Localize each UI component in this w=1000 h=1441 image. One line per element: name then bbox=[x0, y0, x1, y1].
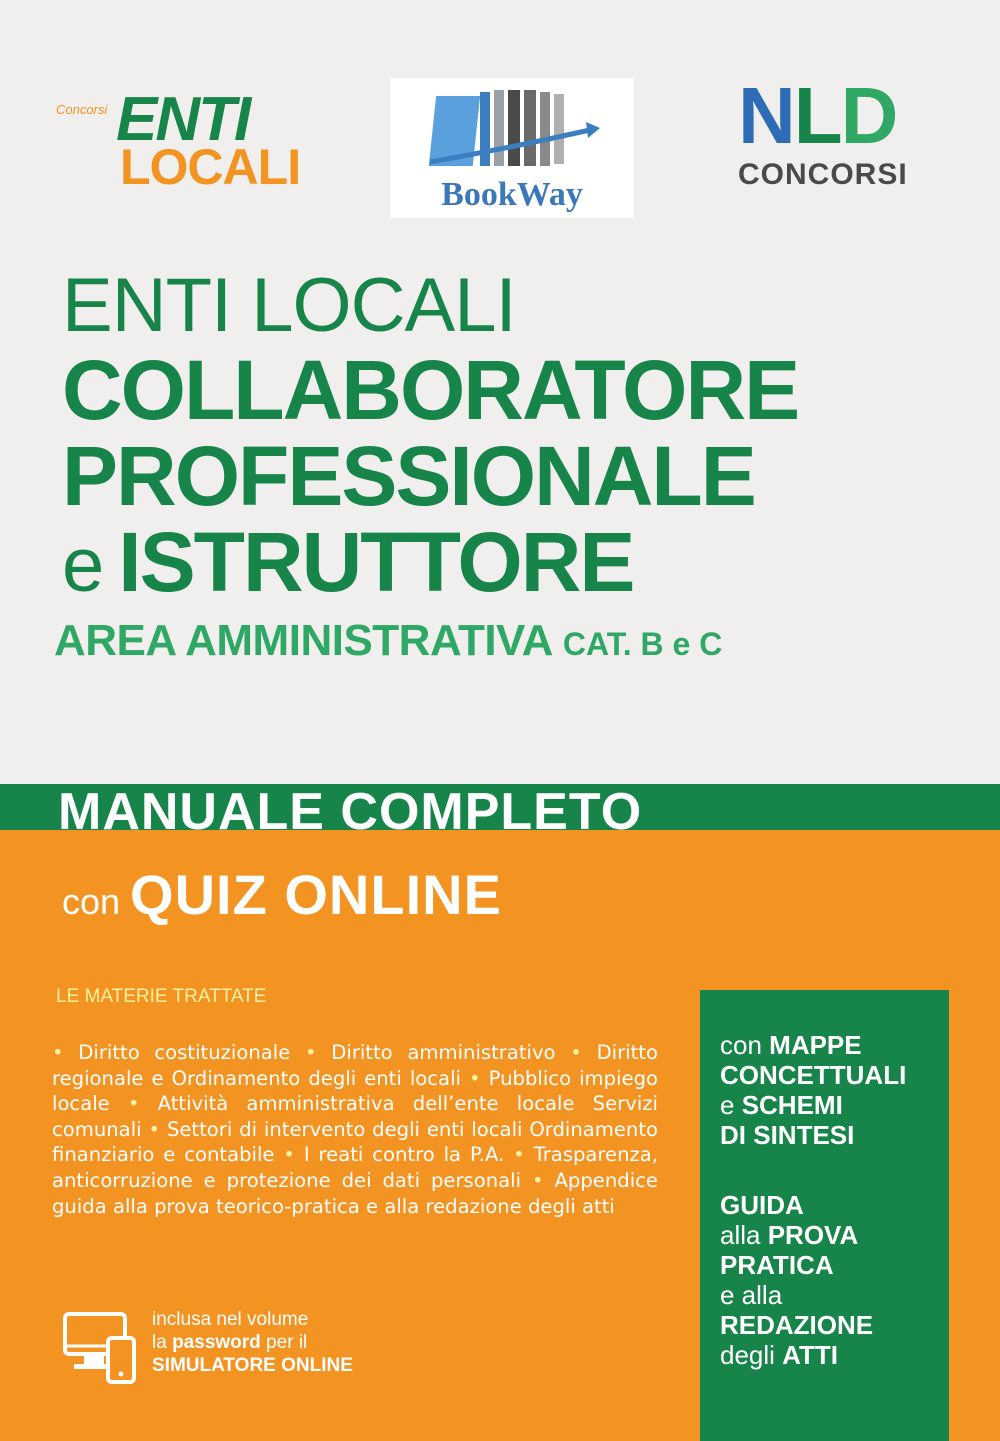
quiz-online-line bbox=[62, 862, 502, 927]
quiz-con: con bbox=[62, 881, 121, 922]
guida-block: GUIDA alla PROVA PRATICA e alla REDAZIONE degli ATTI bbox=[720, 1190, 874, 1370]
devices-icon bbox=[62, 1310, 138, 1386]
logo-enti-text: ENTI bbox=[116, 85, 250, 154]
title-istruttore-word: ISTRUTTORE bbox=[118, 515, 634, 609]
materie-heading: LE MATERIE TRATTATE bbox=[56, 986, 267, 1007]
materia-item: Pubblico impiego locale bbox=[52, 1066, 659, 1116]
bookway-text: BookWay bbox=[441, 176, 583, 213]
simulatore-line3: SIMULATORE ONLINE bbox=[152, 1355, 353, 1376]
subtitle-area bbox=[54, 616, 722, 666]
materia-item: Appendice guida alla prova teorico-pratica e alla redazione degli atti bbox=[52, 1168, 658, 1218]
simulatore-note bbox=[62, 1308, 422, 1388]
manuale-completo-title: MANUALE COMPLETO bbox=[58, 783, 643, 841]
title-collaboratore: COLLABORATORE bbox=[62, 343, 799, 437]
title-istruttore bbox=[62, 514, 633, 611]
materia-item: Diritto regionale e Ordinamento degli enti locali bbox=[52, 1041, 658, 1090]
category-label: CAT. B e C bbox=[562, 626, 723, 662]
materia-item: Settori di intervento degli enti locali Ordinamento finanziario e contabile bbox=[52, 1117, 659, 1167]
nld-letters: NLD bbox=[738, 71, 897, 160]
title-enti-locali: ENTI LOCALI bbox=[62, 263, 516, 348]
area-amministrativa: AREA AMMINISTRATIVA bbox=[54, 616, 553, 665]
nld-logo bbox=[736, 71, 908, 200]
simulatore-line1: inclusa nel volume bbox=[152, 1309, 309, 1330]
materia-item: Attività amministrativa dell’ente locale Servizi comunali bbox=[52, 1092, 658, 1141]
materie-list: • Diritto costituzionale • Diritto amministrativo • Diritto regionale e Ordinamento degli enti locali • Pubblico impiego locale • Attività amministrativa dell’ente locale Servizi comunali • Settori di intervento degli enti locali Ordinamento finanziario e contabile • I reati contro la P.A. • Trasparenza, anticorruzione e protezione dei dati personali • Appendice guida alla prova teorico-pratica e alla redazione degli atti bbox=[52, 1041, 659, 1218]
title-professionale: PROFESSIONALE bbox=[62, 429, 755, 523]
materia-item: Diritto costituzionale bbox=[78, 1041, 291, 1064]
features-box bbox=[700, 990, 949, 1441]
materia-item: I reati contro la P.A. bbox=[303, 1143, 505, 1167]
bookway-logo bbox=[390, 78, 634, 218]
quiz-online-text: QUIZ ONLINE bbox=[130, 863, 502, 926]
materia-item: Trasparenza, anticorruzione e protezione dei dati personali bbox=[52, 1143, 659, 1192]
logo-concorsi-text: Concorsi bbox=[56, 102, 108, 117]
enti-locali-logo bbox=[56, 85, 301, 198]
nld-concorsi-text: CONCORSI bbox=[738, 158, 908, 191]
title-e: e bbox=[62, 523, 105, 608]
logo-locali-text: LOCALI bbox=[120, 139, 301, 195]
materia-item: Diritto amministrativo bbox=[331, 1041, 556, 1064]
simulatore-line2: la password per il bbox=[152, 1332, 308, 1353]
simulatore-text bbox=[152, 1308, 353, 1377]
mappe-block: con MAPPE CONCETTUALI e SCHEMI DI SINTESI bbox=[720, 1030, 907, 1150]
